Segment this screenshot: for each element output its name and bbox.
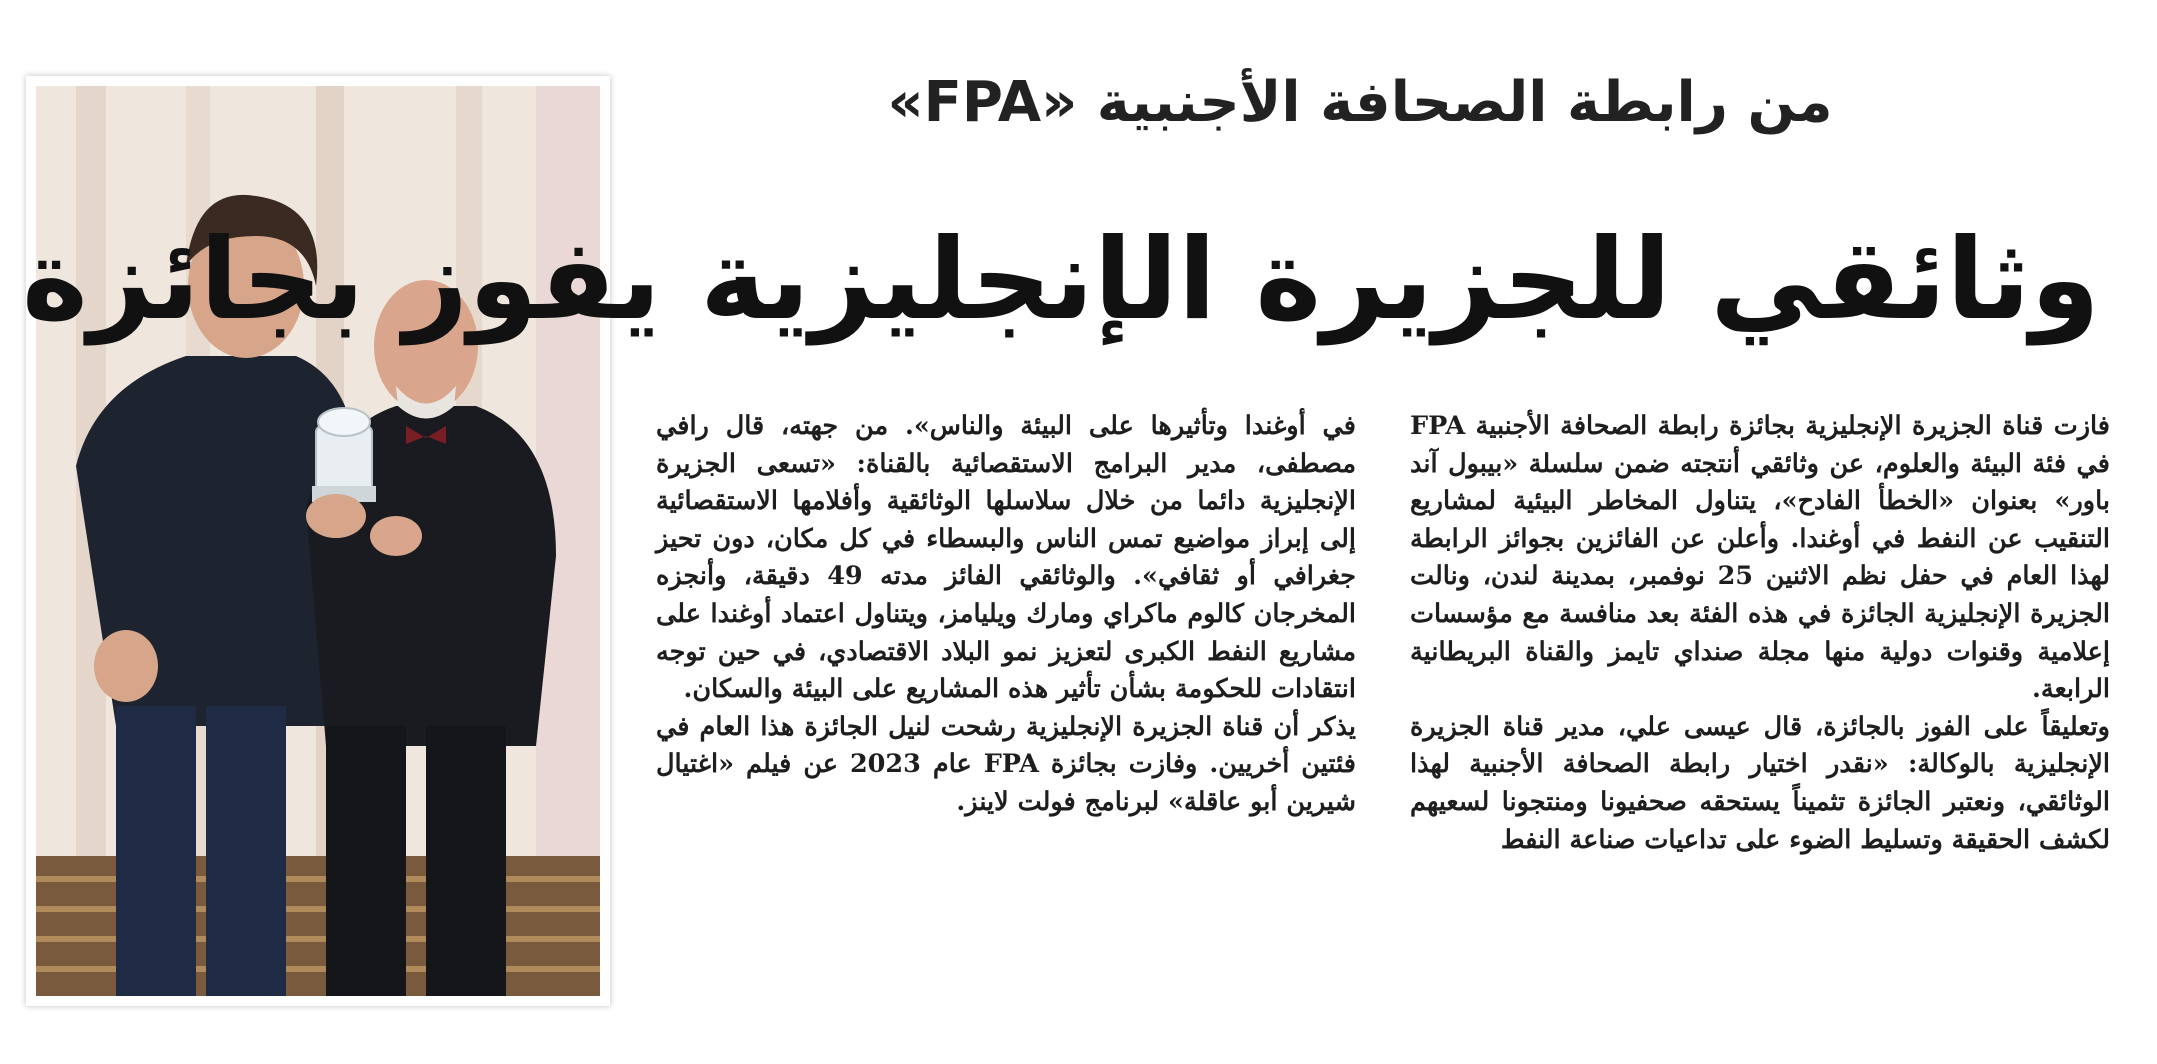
article-kicker: من رابطة الصحافة الأجنبية «FPA»	[887, 70, 1833, 135]
article-column-right	[1410, 408, 2110, 859]
paragraph: فازت قناة الجزيرة الإنجليزية بجائزة رابطة الصحافة الأجنبية FPA في فئة البيئة والعلوم، عن وثائقي أنتجته ضمن سلسلة «بيبول آند باور» بعنوان «الخطأ الفادح»، يتناول المخاطر البيئية لمشاريع التنقيب عن النفط في أوغندا. وأعلن عن الفائزين بجوائز الرابطة لهذا العام في حفل نظم الاثنين 25 نوفمبر، بمدينة لندن، ونالت الجزيرة الإنجليزية الجائزة في هذه الفئة بعد منافسة مع مؤسسات إعلامية وقنوات دولية منها مجلة صنداي تايمز والقناة البريطانية الرابعة.	[1410, 411, 2110, 705]
article-column-left	[656, 408, 1356, 822]
paragraph: يذكر أن قناة الجزيرة الإنجليزية رشحت لنيل الجائزة هذا العام في فئتين أخريين. وفازت بجائزة FPA عام 2023 عن فيلم «اغتيال شيرين أبو عاقلة» لبرنامج فولت لاينز.	[656, 711, 1356, 817]
paragraph: في أوغندا وتأثيرها على البيئة والناس». من جهته، قال رافي مصطفى، مدير البرامج الاستقصائية بالقناة: «تسعى الجزيرة الإنجليزية دائما من خلال سلاسلها الوثائقية وأفلامها الاستقصائية إلى إبراز مواضيع تمس الناس والبسطاء في كل مكان، دون تحيز جغرافي أو ثقافي». والوثائقي الفائز مدته 49 دقيقة، وأنجزه المخرجان كالوم ماكراي ومارك ويليامز، ويتناول اعتماد أوغندا على مشاريع النفط الكبرى لتعزيز نمو البلاد الاقتصادي، في حين توجه انتقادات للحكومة بشأن تأثير هذه المشاريع على البيئة والسكان.	[656, 411, 1356, 705]
paragraph: وتعليقاً على الفوز بالجائزة، قال عيسى علي، مدير قناة الجزيرة الإنجليزية بالوكالة: «نقدر اختيار رابطة الصحافة الأجنبية لهذا الوثائقي، ونعتبر الجائزة تثميناً يستحقه صحفيونا ومنتجونا لسعيهم لكشف الحقيقة وتسليط الضوء على تداعيات صناعة النفط	[1410, 711, 2110, 855]
article-headline: وثائقي للجزيرة الإنجليزية يفوز بجائزة	[21, 215, 2100, 345]
